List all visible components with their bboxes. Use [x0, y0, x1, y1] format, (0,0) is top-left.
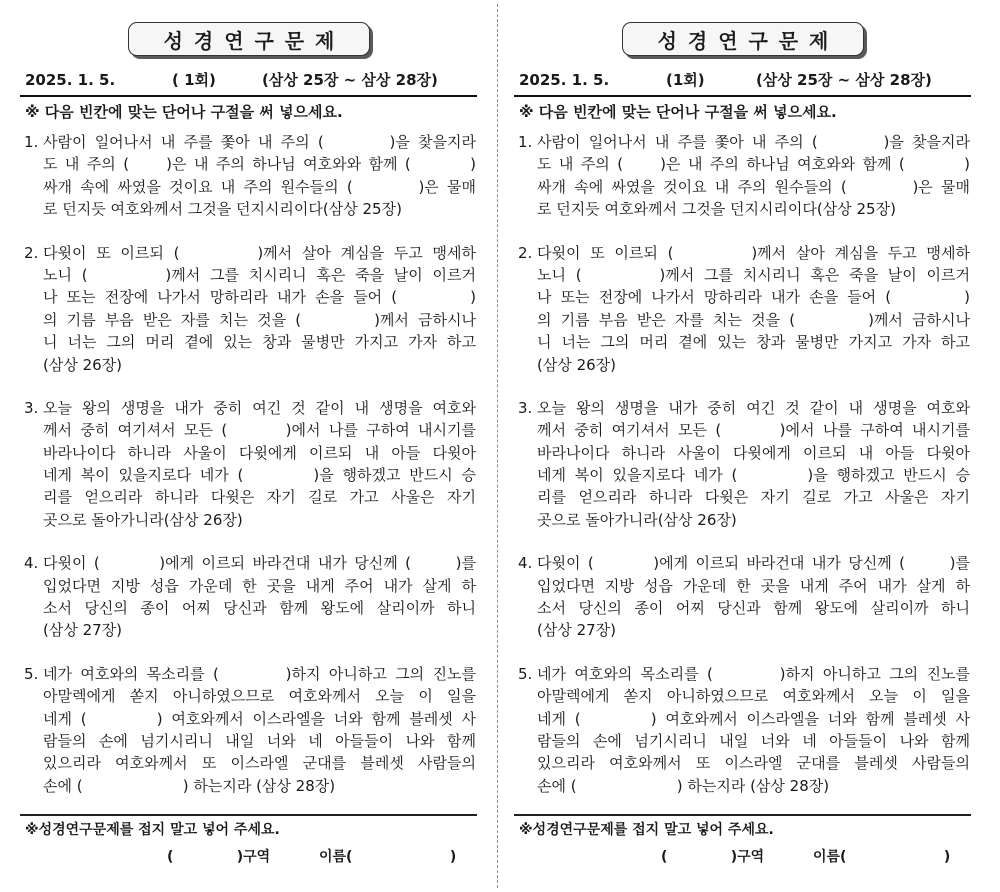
question-list	[494, 131, 991, 818]
header-rule	[20, 95, 477, 97]
question-line: 도 내 주의 ( )은 내 주의 하나님 여호와와 함께 ( )	[43, 155, 476, 174]
question-line: 의 기름 부음 받은 자를 치는 것을 ( )께서 금하시나	[43, 310, 476, 329]
worksheet-title: 성 경 연 구 문 제	[657, 28, 831, 53]
question-line: 니 너는 그의 머리 곁에 있는 창과 물병만 가지고 가자 하고	[43, 333, 476, 352]
question-line: 네가 여호와의 목소리를 ( )하지 아니하고 그의 진노를	[537, 664, 970, 683]
question-line: 노니 ( )께서 그를 치시리니 혹은 죽을 날이 이르거	[43, 265, 476, 284]
question-line: 노니 ( )께서 그를 치시리니 혹은 죽을 날이 이르거	[537, 265, 970, 284]
question-number: 3.	[518, 398, 533, 417]
question-line: 다윗이 또 이르되 ( )께서 살아 계심을 두고 맹세하	[43, 243, 476, 262]
question-line: 리를 얻으리라 하니라 다윗은 자기 길로 가고 사울은 자기	[537, 488, 970, 507]
question-line: 나 또는 전장에 나가서 망하리라 내가 손을 들어 ( )	[43, 288, 476, 307]
header-range: (삼상 25장 ~ 삼상 28장)	[756, 71, 932, 89]
question-line: 소서 당신의 종이 어찌 당신과 함께 왕도에 살리이까 하니	[537, 599, 970, 618]
question-line: 입었다면 지방 성읍 가운데 한 곳을 내게 주어 내가 살게 하	[43, 576, 476, 595]
question-line: 손에 ( ) 하는지라 (삼상 28장)	[537, 776, 830, 795]
question-line: 바라나이다 하니라 사울이 다윗에게 이르되 내 아들 다윗아	[537, 443, 970, 462]
question-line: 사람이 일어나서 내 주를 쫓아 내 주의 ( )을 찾을지라	[537, 133, 970, 151]
header-round: ( 1회)	[172, 71, 216, 89]
question-number: 4.	[24, 554, 39, 573]
question-line: 아말렉에게 쏟지 아니하였으므로 여호와께서 오늘 이 일을	[43, 687, 476, 706]
header-rule	[514, 95, 971, 97]
question-line: (삼상 26장)	[43, 355, 123, 374]
header-date: 2025. 1. 5.	[25, 71, 116, 89]
footer-district-name-fields: ( )구역 이름( )	[661, 849, 951, 865]
question-number: 3.	[24, 398, 39, 417]
question-line: 람들의 손에 넘기시리니 내일 너와 네 아들들이 나와 함께	[537, 731, 970, 750]
title-box	[622, 22, 864, 56]
question-number: 2.	[518, 243, 533, 262]
question-line: 나 또는 전장에 나가서 망하리라 내가 손을 들어 ( )	[537, 288, 970, 307]
question-line: 네게 복이 있을지로다 네가 ( )을 행하겠고 반드시 승	[43, 466, 476, 485]
question-4	[494, 552, 970, 642]
question-number: 1.	[518, 133, 533, 151]
instruction-text: ※ 다음 빈칸에 맞는 단어나 구절을 써 넣으세요.	[25, 103, 343, 121]
question-line: 손에 ( ) 하는지라 (삼상 28장)	[43, 776, 336, 795]
question-line: 네가 여호와의 목소리를 ( )하지 아니하고 그의 진노를	[43, 664, 476, 683]
footer-rule	[514, 814, 971, 816]
footer-note: ※성경연구문제를 접지 말고 넣어 주세요.	[519, 822, 774, 838]
question-3	[494, 397, 970, 531]
question-line: 니 너는 그의 머리 곁에 있는 창과 물병만 가지고 가자 하고	[537, 333, 970, 352]
question-line: 사람이 일어나서 내 주를 쫓아 내 주의 ( )을 찾을지라	[43, 133, 476, 151]
question-line: 다윗이 ( )에게 이르되 바라건대 내가 당신께 ( )를	[43, 554, 476, 573]
question-line: 곳으로 돌아가니라(삼상 26장)	[43, 510, 243, 529]
question-line: 의 기름 부음 받은 자를 치는 것을 ( )께서 금하시나	[537, 310, 970, 329]
question-line: 싸개 속에 싸였을 것이요 내 주의 원수들의 ( )은 물매	[537, 177, 970, 196]
question-line: 곳으로 돌아가니라(삼상 26장)	[537, 510, 737, 529]
question-number: 5.	[24, 664, 39, 683]
question-number: 1.	[24, 133, 39, 151]
question-line: 소서 당신의 종이 어찌 당신과 함께 왕도에 살리이까 하니	[43, 599, 476, 618]
header-date: 2025. 1. 5.	[519, 71, 610, 89]
worksheet-title: 성 경 연 구 문 제	[163, 28, 337, 53]
question-line: 께서 중히 여기셔서 모든 ( )에서 나를 구하여 내시기를	[43, 421, 476, 440]
header-round: (1회)	[666, 71, 705, 89]
question-line: 오늘 왕의 생명을 내가 중히 여긴 것 같이 내 생명을 여호와	[43, 398, 476, 417]
question-5	[494, 663, 970, 797]
question-line: 아말렉에게 쏟지 아니하였으므로 여호와께서 오늘 이 일을	[537, 687, 970, 706]
question-line: 리를 얻으리라 하니라 다윗은 자기 길로 가고 사울은 자기	[43, 488, 476, 507]
question-line: 다윗이 ( )에게 이르되 바라건대 내가 당신께 ( )를	[537, 554, 970, 573]
question-line: 있으리라 여호와께서 또 이스라엘 군대를 블레셋 사람들의	[43, 754, 476, 773]
question-line: (삼상 27장)	[537, 621, 617, 640]
question-line: 싸개 속에 싸였을 것이요 내 주의 원수들의 ( )은 물매	[43, 177, 476, 196]
question-line: 람들의 손에 넘기시리니 내일 너와 네 아들들이 나와 함께	[43, 731, 476, 750]
question-5	[0, 663, 476, 797]
question-line: 오늘 왕의 생명을 내가 중히 여긴 것 같이 내 생명을 여호와	[537, 398, 970, 417]
question-line: 바라나이다 하니라 사울이 다윗에게 이르되 내 아들 다윗아	[43, 443, 476, 462]
header-range: (삼상 25장 ~ 삼상 28장)	[262, 71, 438, 89]
question-line: 네게 ( ) 여호와께서 이스라엘을 너와 함께 블레셋 사	[537, 709, 970, 728]
question-4	[0, 552, 476, 642]
title-box	[128, 22, 370, 56]
question-line: 로 던지듯 여호와께서 그것을 던지시리이다(삼상 25장)	[43, 200, 402, 219]
question-line: 네게 ( ) 여호와께서 이스라엘을 너와 함께 블레셋 사	[43, 709, 476, 728]
instruction-text: ※ 다음 빈칸에 맞는 단어나 구절을 써 넣으세요.	[519, 103, 837, 121]
footer-rule	[20, 814, 477, 816]
question-1	[494, 131, 970, 221]
question-2	[494, 242, 970, 376]
question-line: 로 던지듯 여호와께서 그것을 던지시리이다(삼상 25장)	[537, 200, 896, 219]
question-2	[0, 242, 476, 376]
question-line: 입었다면 지방 성읍 가운데 한 곳을 내게 주어 내가 살게 하	[537, 576, 970, 595]
question-number: 5.	[518, 664, 533, 683]
question-line: 도 내 주의 ( )은 내 주의 하나님 여호와와 함께 ( )	[537, 155, 970, 174]
question-1	[0, 131, 476, 221]
question-line: (삼상 27장)	[43, 621, 123, 640]
footer-note: ※성경연구문제를 접지 말고 넣어 주세요.	[25, 822, 280, 838]
question-number: 2.	[24, 243, 39, 262]
footer-district-name-fields: ( )구역 이름( )	[167, 849, 457, 865]
question-3	[0, 397, 476, 531]
question-number: 4.	[518, 554, 533, 573]
question-line: 네게 복이 있을지로다 네가 ( )을 행하겠고 반드시 승	[537, 466, 970, 485]
question-list	[0, 131, 497, 818]
question-line: 께서 중히 여기셔서 모든 ( )에서 나를 구하여 내시기를	[537, 421, 970, 440]
question-line: (삼상 26장)	[537, 355, 617, 374]
worksheet-copy-left	[0, 0, 497, 892]
question-line: 다윗이 또 이르되 ( )께서 살아 계심을 두고 맹세하	[537, 243, 970, 262]
worksheet-copy-right	[494, 0, 991, 892]
question-line: 있으리라 여호와께서 또 이스라엘 군대를 블레셋 사람들의	[537, 754, 970, 773]
